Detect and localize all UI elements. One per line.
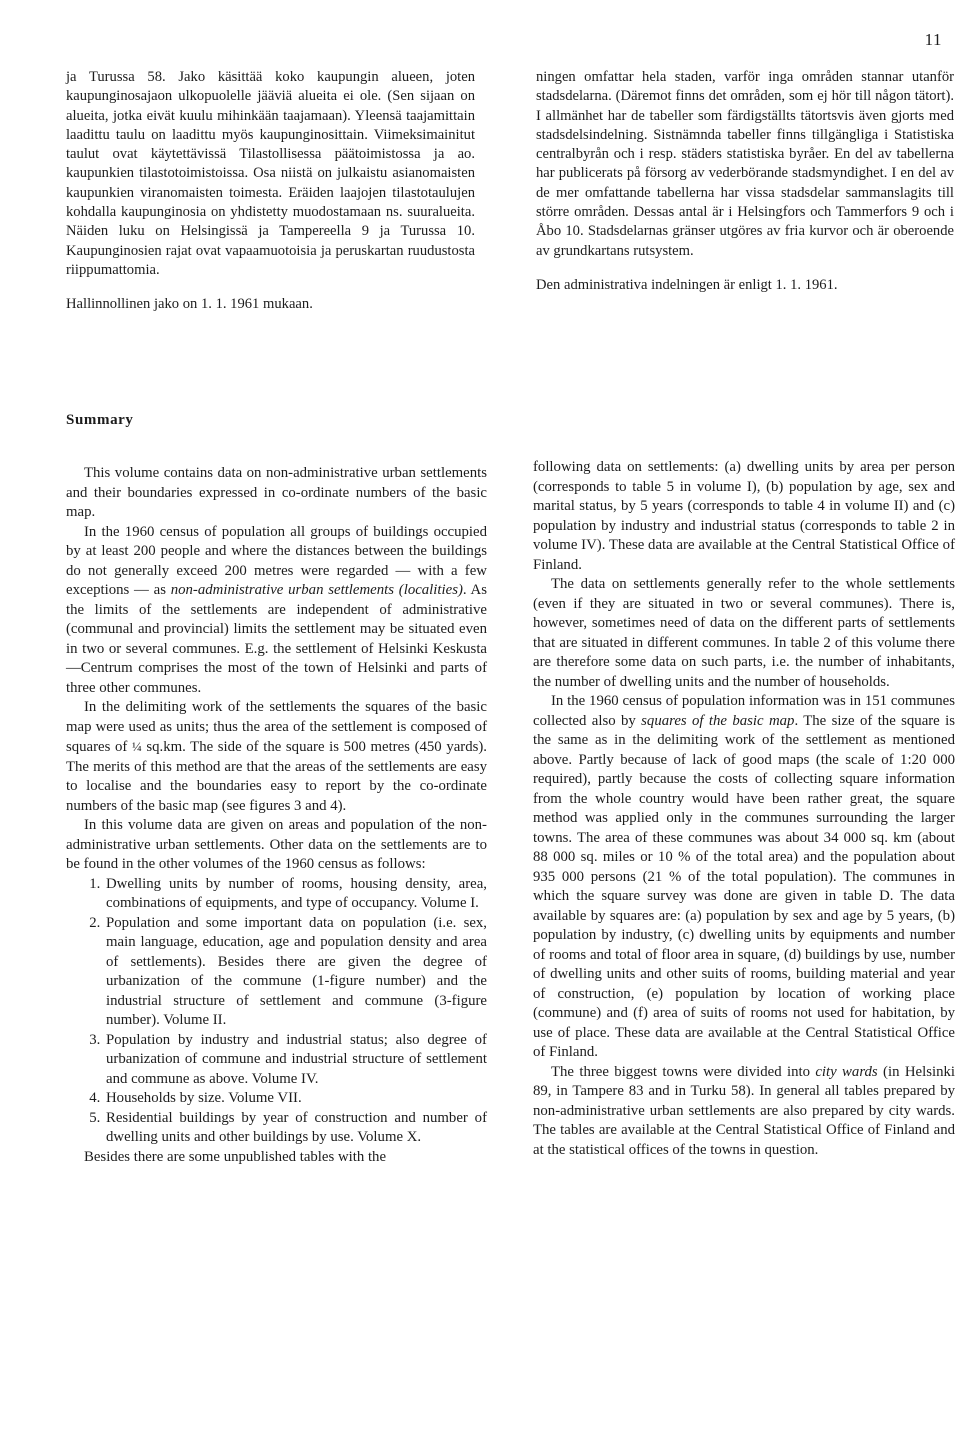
settlements-term: non-administrative urban settlements (localities) (170, 582, 463, 598)
squares-term: squares of the basic map (641, 712, 795, 729)
summary-paragraph-3 (66, 698, 487, 816)
summary-text: The three biggest towns were divided into (551, 1063, 816, 1080)
city-wards-term: city wards (815, 1063, 878, 1080)
summary-text: sq.km. The side of the square is 500 metres (450 yards). The merits of this method are that the areas of the settlements are easy to localise and the boundaries easy to report by the co-ordinate numbers of the basic map (see figures 3 and 4). (66, 739, 487, 814)
summary-heading: Summary (66, 412, 134, 428)
summary-text: . The size of the square is the same as in the delimiting work of the settlement as mentioned above. Partly because of lack of good maps (the scale of 1:20 000 required), partly because the costs of collecting square information from the whole country would have been rather great, the square method was applied only in the communes surrounding the larger towns. The area of these communes was about 34 000 sq. km (about 88 000 sq. miles or 10 % of the total area) and the population about 935 000 persons (21 % of the total population). The communes in which the square survey was done are given in table D. The data available by squares are: (a) population by sex and age by 5 years, (b) population by industry, (c) dwelling units by equipments and number of rooms and total of floor area in square, (d) buildings by use, number of dwelling units and other suits of rooms, building material and year of construction, (e) population by location of working place (commune) and (f) area of suits of rooms not used for habitation, by use of place. These data are available at the Central Statistical Office of Finland. (533, 712, 955, 1060)
summary-paragraph-6: following data on settlements: (a) dwelling units by area per person (corresponds to table 5 in volume I), (b) population by age, sex and marital status, by 5 years (corresponds to table 4 in volume II) and (c) population by industry and industrial status (corresponds to table 2 in volume IV). These data are available at the Central Statistical Office of Finland. (533, 459, 955, 573)
summary-paragraph-9 (533, 1063, 955, 1161)
swedish-text-column (536, 68, 954, 295)
summary-paragraph-4: In this volume data are given on areas and population of the non-administrative urban settlements. Other data on the settlements are to be found in the other volumes of the 1960 census as follows: (66, 817, 487, 872)
summary-left-column (66, 464, 487, 1167)
summary-paragraph-5: Besides there are some unpublished tables with the (84, 1148, 387, 1165)
list-item: 1. Dwelling units by number of rooms, housing density, area, combinations of equipments, and type of occupancy. Volume I. (104, 875, 487, 914)
summary-paragraph-2 (66, 523, 487, 699)
summary-paragraph-7: The data on settlements generally refer to the whole settlements (even if they are situated in two or several communes). There is, however, sometimes need of data on the different parts of settlements that are situated in different communes. In table 2 of this volume there are therefore some data on such parts, i.e. the number of inhabitants, the number of dwelling units and the number of households. (533, 576, 955, 690)
swedish-paragraph: ningen omfattar hela staden, varför inga områden stannar utanför stadsdelarna. (Däremot finns det områden, som ej hör till någon tätort). I allmänhet har de tabeller som färdigställts tätortsvis även gjorts med stadsdelsindelning. Sistnämnda tabeller finns tillgängliga i Statistiska centralbyrån och i resp. städers statistiska byråer. En del av tabellerna har publicerats på försorg av vederbörande stadsmyndighet. I en del av de mer omfattande tabellerna har vissa stadsdelar sammanslagits till större områden. Dessas antal är i Helsingfors och Tammerfors 9 och i Åbo 10. Stadsdelarnas gränser utgöres av fria kurvor och är oberoende av grundkartans rutsystem. (536, 69, 954, 259)
finnish-paragraph: ja Turussa 58. Jako käsittää koko kaupungin alueen, joten kaupunginosajaon ulkopuolelle jääviä alueita ei ole. (Sen sijaan on alueita, jotka eivät kuulu mihinkään taajamaan). Yleensä taajamittain laadittu taulu on laadittu myös kaupunginosittain. Viimeksimainitut taulut ovat käytettävissä Tilastollisessa päätoimistossa ja ao. kaupunkien tilastotoimistoissa. Osa niistä on julkaistu asianomaisten kaupunkien viranomaisten toimesta. Eräiden laajojen tilastotaulujen kohdalla kaupunginosia on yhdistetty muodostamaan ns. suuralueita. Näiden luku on Helsingissä ja Tampereella 9 ja Turussa 10. Kaupunginosien rajat ovat vapaamuotoisia ja peruskartan ruudustosta riippumattomia. (66, 69, 475, 278)
list-item: 3. Population by industry and industrial status; also degree of urbanization of commune and industrial structure of settlement and commune as above. Volume IV. (104, 1031, 487, 1090)
summary-text: . As the limits of the settlements are independent of administrative (communal and provincial) limits the settlement may be situated even in two or several communes. E.g. the settlement of Helsinki Keskusta—Centrum comprises the most of the town of Helsinki and parts of three other communes. (66, 582, 487, 696)
volumes-list (66, 875, 487, 1148)
fraction: ¼ (131, 739, 142, 754)
summary-paragraph-8 (533, 692, 955, 1063)
list-item: 2. Population and some important data on population (i.e. sex, main language, education, age and population density and area of settlements). Besides there are given the degree of urbanization of the commune (1-figure number) and the industrial structure of settlement and commune (3-figure number). Volume II. (104, 914, 487, 1031)
summary-right-column (533, 458, 955, 1160)
summary-text: In the 1960 census of population all groups of buildings occupied by at least 200 people and where the distances between the buildings do not generally exceed 200 metres were regarded — with a few exceptions — as (66, 523, 487, 598)
finnish-caption: Hallinnollinen jako on 1. 1. 1961 mukaan. (66, 296, 313, 313)
summary-text: In the 1960 census of population information was in 151 communes collected also by (533, 693, 955, 729)
summary-text: (in Helsinki 89, in Tampere 83 and in Turku 58). In general all tables prepared by non-administrative urban settlements are also prepared by city wards. The tables are available at the Central Statistical Office of Finland and at the statistical offices of the towns in question. (533, 1063, 955, 1158)
list-item: 4. Households by size. Volume VII. (104, 1089, 487, 1109)
finnish-text-column (66, 68, 475, 315)
summary-text: In the delimiting work of the settlements the squares of the basic map were used as units; thus the area of the settlement is composed of squares of (66, 699, 487, 755)
list-item: 5. Residential buildings by year of construction and number of dwelling units and other buildings by use. Volume X. (104, 1109, 487, 1148)
page-number: 11 (924, 30, 942, 49)
swedish-caption: Den administrativa indelningen är enligt 1. 1. 1961. (536, 276, 838, 293)
summary-paragraph-1: This volume contains data on non-administrative urban settlements and their boundaries expressed in co-ordinate numbers of the basic map. (66, 465, 487, 520)
